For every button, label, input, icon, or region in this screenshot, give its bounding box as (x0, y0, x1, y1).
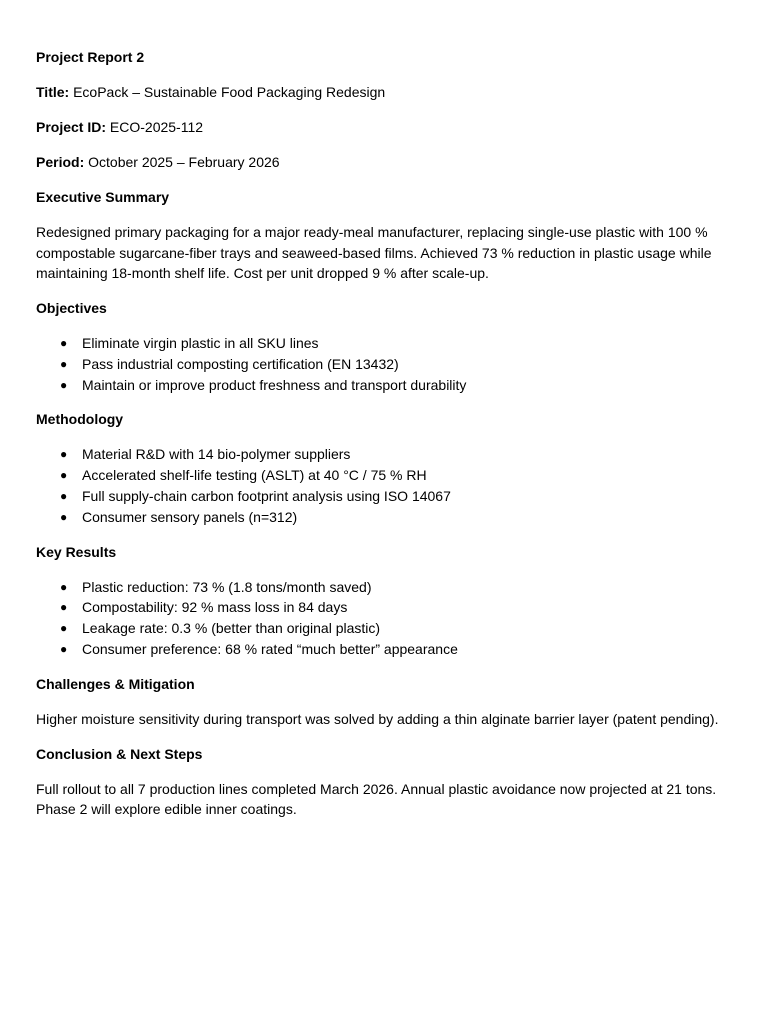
list-item-text: Leakage rate: 0.3 % (better than original plastic) (82, 620, 381, 637)
challenges-text: Higher moisture sensitivity during transport was solved by adding a thin alginate barrier layer (patent pending). (36, 710, 719, 727)
period-line (36, 152, 732, 173)
bullet-icon: ● (60, 336, 68, 350)
project-id-value: ECO-2025-112 (109, 119, 204, 135)
conclusion-text: Full rollout to all 7 production lines completed March 2026. Annual plastic avoidance now projected at 21 tons. Phase 2 will explore edible inner coatings. (36, 780, 717, 818)
title-label: Title: (36, 84, 70, 100)
key-results-heading: Key Results (36, 543, 117, 560)
list-item-text: Pass industrial composting certification (EN 13432) (82, 355, 399, 372)
key-results-list (36, 577, 732, 660)
period-value: October 2025 – February 2026 (88, 154, 280, 170)
bullet-icon: ● (60, 509, 68, 524)
list-item (36, 333, 732, 354)
executive-summary-text: Redesigned primary packaging for a major ready-meal manufacturer, replacing single-use plastic with 100 % compostable sugarcane-fiber trays and seaweed-based films. Achieved 73 % reduction in plastic usage while maintaining 18-month shelf life. Cost per unit dropped 9 % after scale-up. (36, 224, 712, 281)
bullet-icon: ● (60, 447, 68, 462)
title-value: EcoPack – Sustainable Food Packaging Redesign (73, 84, 386, 100)
bullet-icon: ● (60, 579, 68, 594)
list-item (36, 375, 732, 396)
bullet-icon: ● (60, 621, 68, 636)
objectives-list (36, 333, 732, 395)
methodology-list (36, 444, 732, 527)
title-line (36, 82, 732, 103)
bullet-icon: ● (60, 377, 68, 392)
list-item-text: Compostability: 92 % mass loss in 84 days (82, 599, 348, 616)
bullet-icon: ● (60, 600, 68, 615)
list-item (36, 639, 732, 660)
list-item (36, 577, 732, 598)
conclusion-heading: Conclusion & Next Steps (36, 745, 203, 762)
list-item-text: Plastic reduction: 73 % (1.8 tons/month saved) (82, 578, 372, 595)
executive-summary-heading: Executive Summary (36, 189, 170, 205)
list-item (36, 486, 732, 507)
list-item (36, 597, 732, 618)
bullet-icon: ● (60, 488, 68, 503)
list-item-text: Accelerated shelf-life testing (ASLT) at 40 °C / 75 % RH (82, 467, 427, 484)
bullet-icon: ● (60, 356, 68, 371)
bullet-icon: ● (60, 468, 68, 483)
objectives-heading: Objectives (36, 300, 107, 316)
list-item-text: Consumer preference: 68 % rated “much better” appearance (82, 640, 458, 657)
list-item-text: Eliminate virgin plastic in all SKU lines (82, 335, 319, 351)
list-item-text: Material R&D with 14 bio-polymer suppliers (82, 446, 351, 463)
methodology-heading: Methodology (36, 411, 124, 428)
list-item (36, 444, 732, 465)
challenges-heading: Challenges & Mitigation (36, 675, 195, 692)
list-item-text: Full supply-chain carbon footprint analysis using ISO 14067 (82, 487, 451, 504)
project-id-label: Project ID: (36, 119, 107, 135)
bullet-icon: ● (60, 641, 68, 656)
project-id-line (36, 117, 732, 138)
report-heading: Project Report 2 (36, 49, 145, 65)
list-item (36, 618, 732, 639)
period-label: Period: (36, 154, 85, 170)
list-item-text: Maintain or improve product freshness and transport durability (82, 376, 467, 393)
list-item (36, 465, 732, 486)
list-item (36, 354, 732, 375)
list-item (36, 507, 732, 528)
list-item-text: Consumer sensory panels (n=312) (82, 508, 298, 525)
